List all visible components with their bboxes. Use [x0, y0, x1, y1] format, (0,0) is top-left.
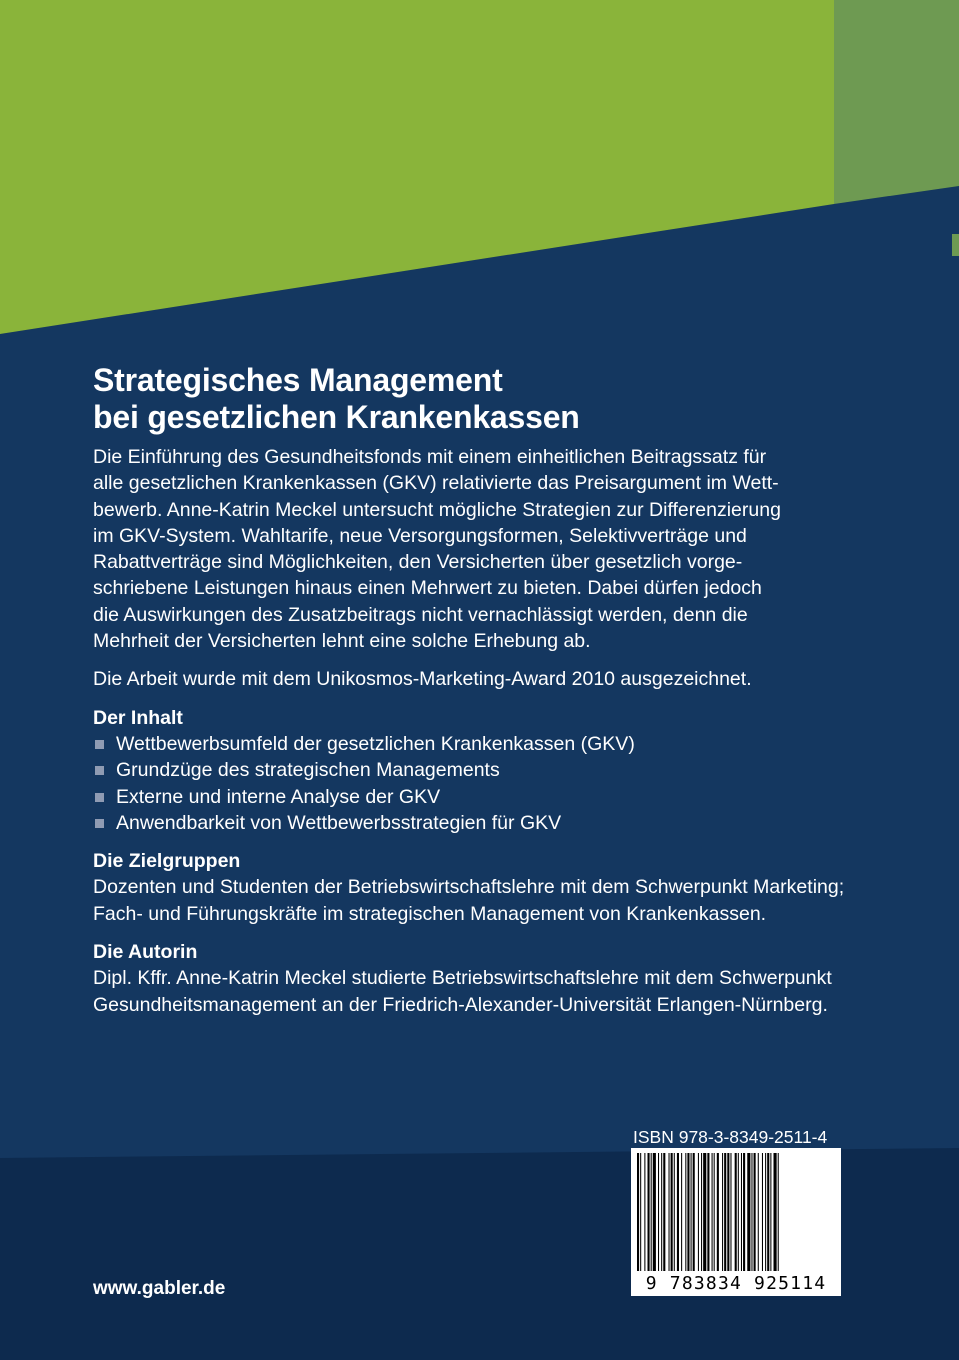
- barcode-digits: 9 783834 925114: [645, 1273, 827, 1294]
- zielgruppen-text: Dozenten und Studenten der Betriebswirtschaftslehre mit dem Schwerpunkt Marketing; Fach- und Führungskräfte im strategischen Management von Krankenkassen.: [93, 876, 845, 925]
- inhalt-list: [93, 731, 873, 836]
- list-item: [93, 731, 873, 757]
- inhalt-heading: Der Inhalt: [93, 706, 183, 729]
- list-item-text: Externe und interne Analyse der GKV: [116, 785, 441, 808]
- list-item-text: Anwendbarkeit von Wettbewerbsstrategien für GKV: [116, 811, 562, 834]
- list-item: [93, 757, 873, 783]
- list-item-text: Wettbewerbsumfeld der gesetzlichen Krankenkassen (GKV): [116, 732, 635, 755]
- back-cover-text: [93, 362, 873, 1030]
- book-title: Strategisches Management bei gesetzlichen Krankenkassen: [93, 362, 580, 435]
- green-right-strip: [834, 0, 959, 204]
- isbn-label: ISBN 978-3-8349-2511-4: [633, 1127, 828, 1147]
- barcode-icon: [635, 1153, 837, 1271]
- autorin-text: Dipl. Kffr. Anne-Katrin Meckel studierte Betriebswirtschaftslehre mit dem Schwerpunkt Gesundheitsmanagement an der Friedrich-Alexander-Universität Erlangen-Nürnberg.: [93, 967, 832, 1016]
- square-bullet-icon: [95, 793, 104, 802]
- barcode-box: [631, 1148, 841, 1296]
- list-item: [93, 784, 873, 810]
- list-item-text: Grundzüge des strategischen Managements: [116, 759, 500, 782]
- square-bullet-icon: [95, 819, 104, 828]
- intro-paragraph: Die Einführung des Gesundheitsfonds mit einem einheitlichen Beitragssatz für alle gesetzlichen Krankenkassen (GKV) relativierte das Preisargument im Wett- bewerb. Anne-Katrin Meckel untersucht mögliche Strategien zur Differenzierung im GKV-System. Wahltarife, neue Versorgungsformen, Selektivverträge und Rabattverträge sind Möglichkeiten, den Versicherten über gesetzlich vorge- schriebene Leistungen hinaus einen Mehrwert zu bieten. Dabei dürfen jedoch die Auswirkungen des Zusatzbeitrags nicht vernachlässigt werden, denn die Mehrheit der Versicherten lehnt eine solche Erhebung ab.: [93, 446, 781, 653]
- publisher-website: www.gabler.de: [93, 1278, 226, 1299]
- green-edge-mark: [952, 234, 959, 256]
- autorin-heading: Die Autorin: [93, 941, 198, 964]
- zielgruppen-heading: Die Zielgruppen: [93, 850, 241, 873]
- award-paragraph: Die Arbeit wurde mit dem Unikosmos-Marketing-Award 2010 ausgezeichnet.: [93, 668, 752, 691]
- list-item: [93, 810, 873, 836]
- square-bullet-icon: [95, 740, 104, 749]
- square-bullet-icon: [95, 766, 104, 775]
